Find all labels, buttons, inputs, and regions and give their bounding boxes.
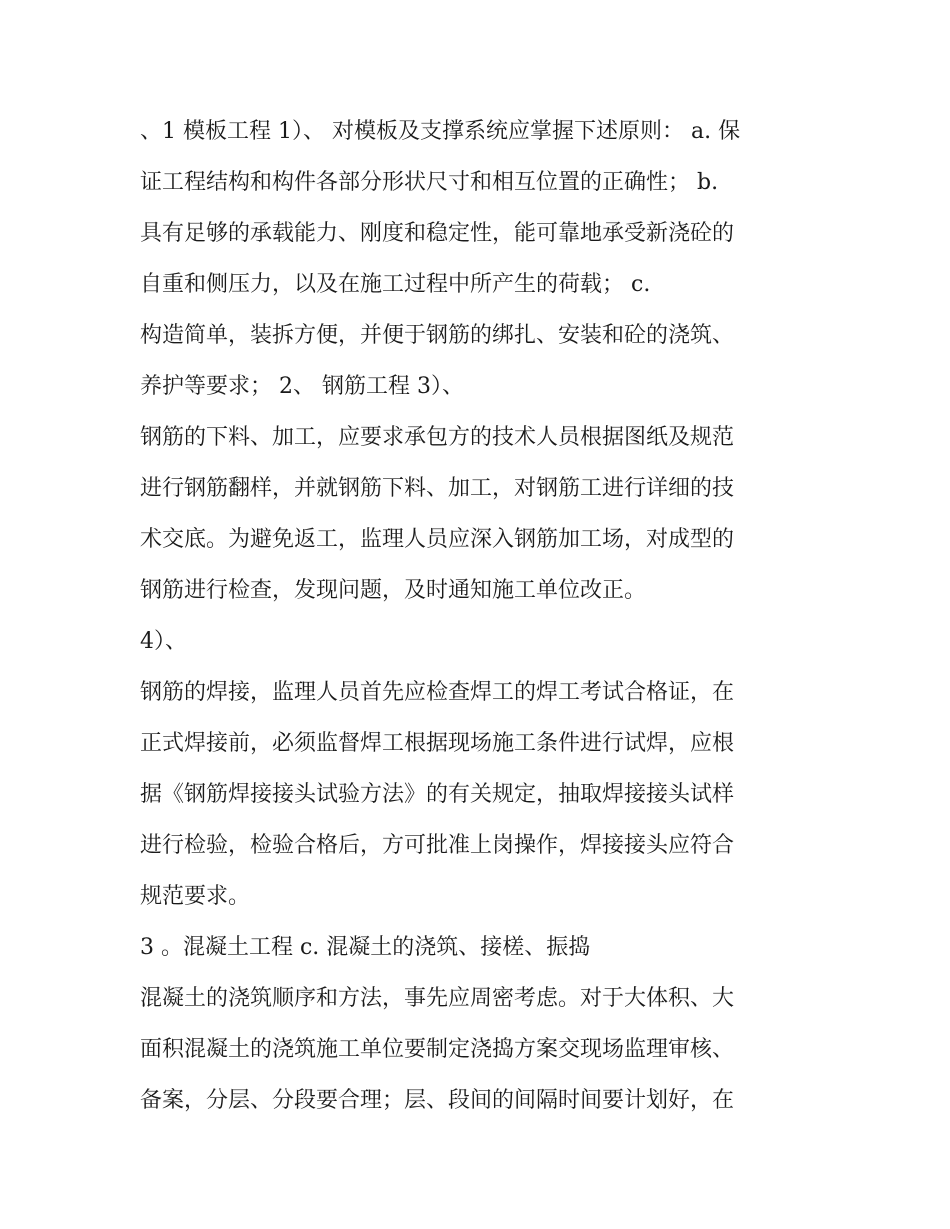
text-line: 构造简单，装拆方便，并便于钢筋的绑扎、安装和砼的浇筑、 (140, 323, 735, 348)
text-line: 具有足够的承载能力、刚度和稳定性，能可靠地承受新浇砼的 (140, 221, 735, 246)
text-line: 4）、 (140, 629, 187, 654)
text-line: 3 。混凝土工程 c. 混凝土的浇筑、接槎、振捣 (140, 935, 591, 960)
text-line: 据《钢筋焊接接头试验方法》的有关规定，抽取焊接接头试样 (140, 782, 735, 807)
text-line: 钢筋进行检查，发现问题，及时通知施工单位改正。 (140, 578, 647, 603)
text-line: 面积混凝土的浇筑施工单位要制定浇捣方案交现场监理审核、 (140, 1037, 735, 1062)
text-line: 规范要求。 (140, 884, 251, 909)
text-line: 备案，分层、分段要合理；层、段间的间隔时间要计划好，在 (140, 1088, 735, 1113)
text-line: 养护等要求； 2、 钢筋工程 3）、 (140, 374, 464, 399)
text-line: 进行钢筋翻样，并就钢筋下料、加工，对钢筋工进行详细的技 (140, 476, 735, 501)
text-line: 、1 模板工程 1）、 对模板及支撑系统应掌握下述原则： a. 保 (140, 119, 741, 144)
document-body (140, 106, 830, 1126)
text-line: 术交底。为避免返工，监理人员应深入钢筋加工场，对成型的 (140, 527, 735, 552)
text-line: 正式焊接前，必须监督焊工根据现场施工条件进行试焊，应根 (140, 731, 735, 756)
text-line: 混凝土的浇筑顺序和方法，事先应周密考虑。对于大体积、大 (140, 986, 735, 1011)
text-line: 进行检验，检验合格后，方可批准上岗操作，焊接接头应符合 (140, 833, 735, 858)
text-line: 钢筋的焊接，监理人员首先应检查焊工的焊工考试合格证，在 (140, 680, 735, 705)
text-line: 证工程结构和构件各部分形状尺寸和相互位置的正确性； b. (140, 170, 719, 195)
text-line: 自重和侧压力，以及在施工过程中所产生的荷载； c. (140, 272, 651, 297)
text-line: 钢筋的下料、加工，应要求承包方的技术人员根据图纸及规范 (140, 425, 735, 450)
